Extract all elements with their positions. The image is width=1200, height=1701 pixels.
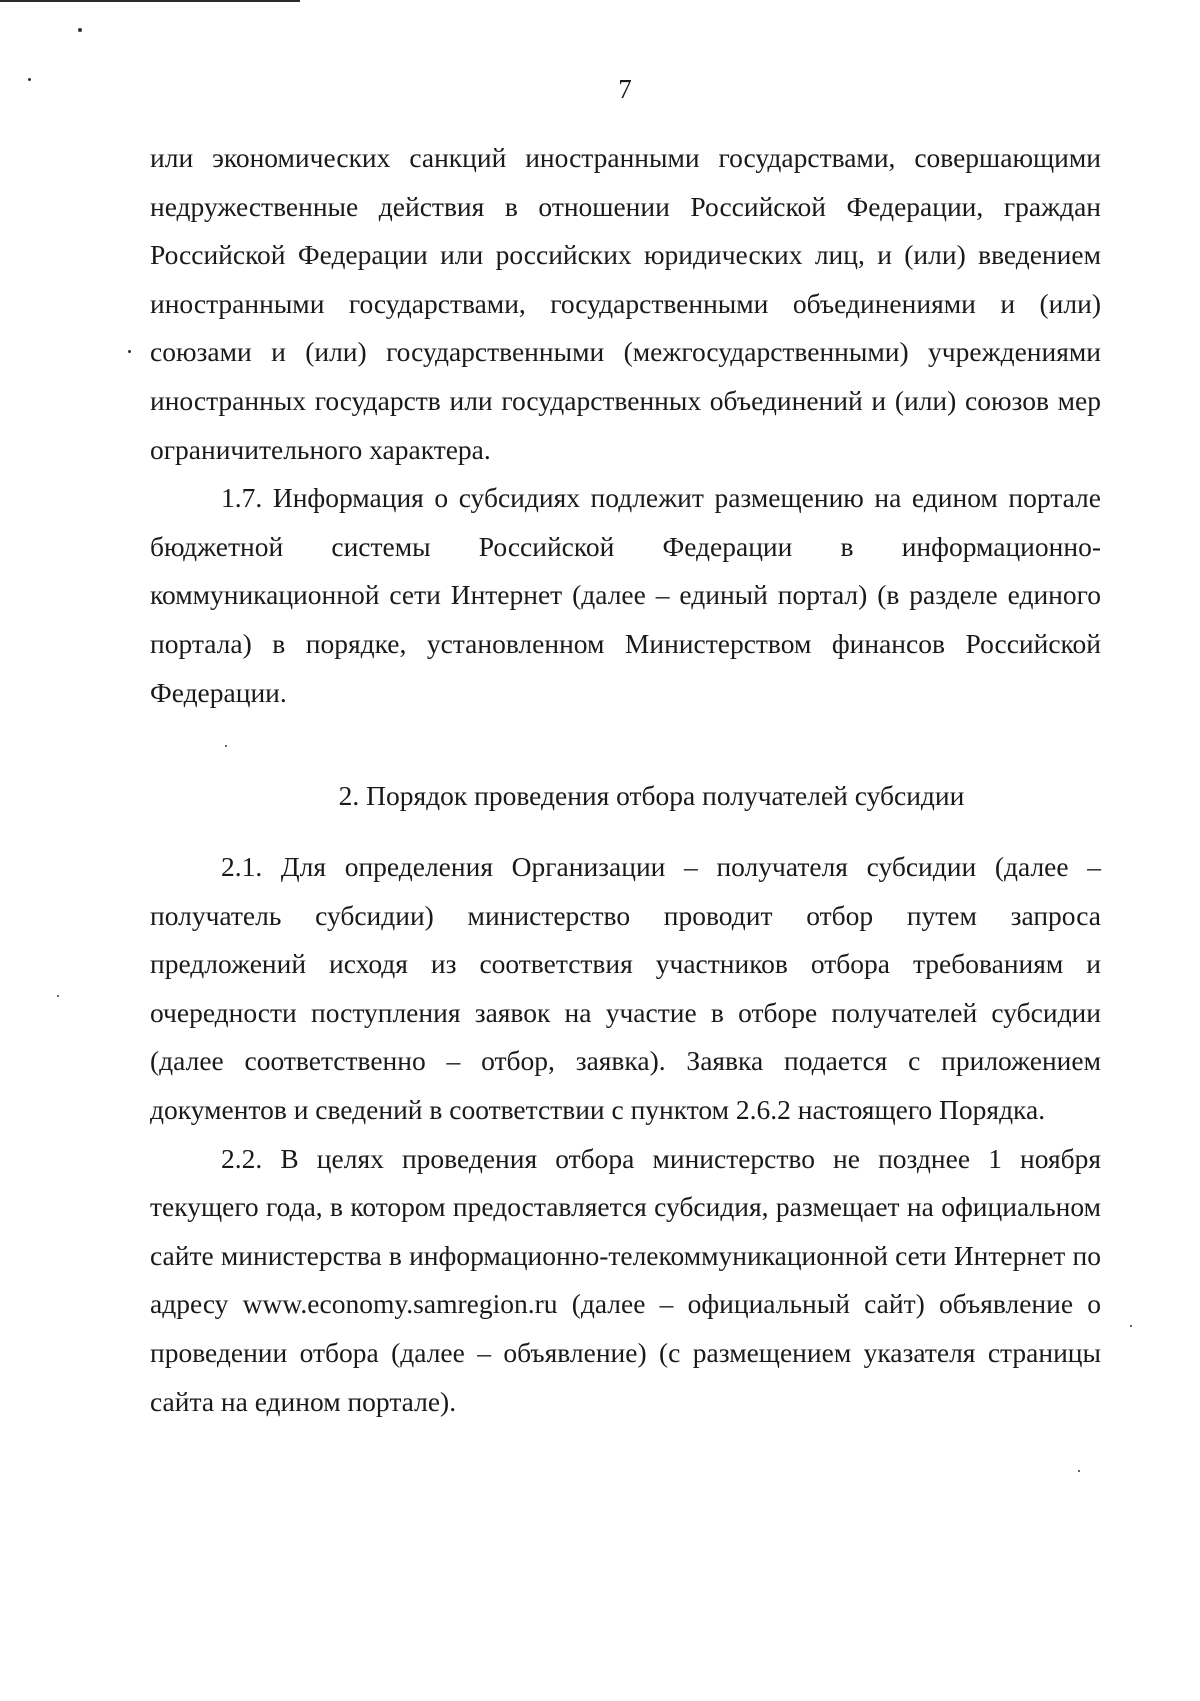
page-number: 7: [618, 74, 632, 104]
paragraph-2-2: 2.2. В целях проведения отбора министерство не позднее 1 ноября текущего года, в котором предоставляется субсидия, размещает на официальном сайте министерства в информационно-телекоммуникационной сети Интернет по адресу www.economy.samregion.ru (далее – официальный сайт) объявление о проведении отбора (далее – объявление) (с размещением указателя страницы сайта на едином портале).: [150, 1142, 1101, 1417]
section-heading: 2. Порядок проведения отбора получателей субсидии: [338, 780, 965, 811]
scan-speck: [78, 28, 82, 32]
scan-speck: [1078, 1470, 1080, 1472]
scan-speck: [128, 350, 131, 353]
bottom-text-block: [150, 843, 1101, 1426]
paragraph-continuation: или экономических санкций иностранными государствами, совершающими недружественные действия в отношении Российской Федерации, граждан Российской Федерации или российских юридических лиц, и (или) введением иностранными государствами, государственными объединениями и (или) союзами и (или) государственными (межгосударственными) учреждениями иностранных государств или государственных объединений и (или) союзов мер ограничительного характера.: [150, 142, 1101, 465]
scan-speck: [1130, 1325, 1132, 1327]
scan-speck: [57, 995, 59, 997]
paragraph-1-7: 1.7. Информация о субсидиях подлежит размещению на едином портале бюджетной системы Российской Федерации в информационно-коммуникационной сети Интернет (далее – единый портал) (в разделе единого портала) в порядке, установленном Министерством финансов Российской Федерации.: [150, 482, 1101, 708]
scan-edge-line: [0, 0, 300, 2]
scan-speck: [225, 745, 227, 747]
paragraph-2-1: 2.1. Для определения Организации – получателя субсидии (далее – получатель субсидии) министерство проводит отбор путем запроса предложений исходя из соответствия участников отбора требованиям и очередности поступления заявок на участие в отборе получателей субсидии (далее соответственно – отбор, заявка). Заявка подается с приложением документов и сведений в соответствии с пунктом 2.6.2 настоящего Порядка.: [150, 851, 1101, 1125]
top-text-block: [150, 134, 1101, 717]
